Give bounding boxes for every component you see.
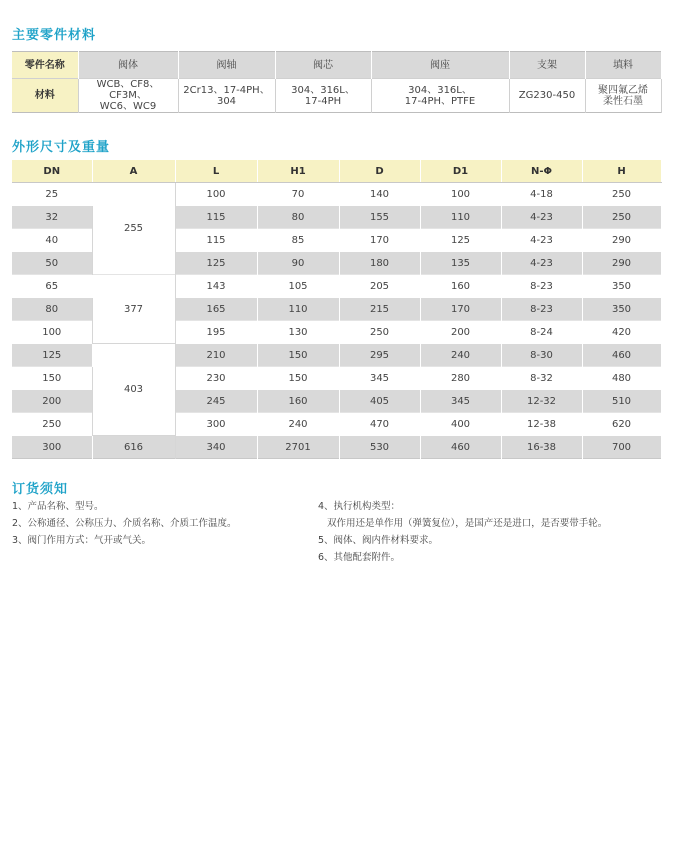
dimension-cell: 12-32 xyxy=(501,390,582,413)
ordering-notes-right xyxy=(318,498,607,566)
ordering-title: 订货须知 xyxy=(12,482,69,497)
dimension-cell: 250 xyxy=(582,206,661,229)
materials-header: 阀芯 xyxy=(275,52,371,79)
ordering-item: 1、产品名称、型号。 xyxy=(12,501,104,512)
dimension-cell: 210 xyxy=(175,344,257,367)
dimension-cell: 4-18 xyxy=(501,183,582,206)
dimensions-header: A xyxy=(92,160,175,183)
dimension-cell: 300 xyxy=(12,436,92,459)
dimension-cell: 2701 xyxy=(257,436,339,459)
dimension-cell: 4-23 xyxy=(501,229,582,252)
dimension-cell: 250 xyxy=(582,183,661,206)
dimension-cell: 160 xyxy=(257,390,339,413)
dimension-cell: 155 xyxy=(339,206,420,229)
dimension-cell: 620 xyxy=(582,413,661,436)
dimension-cell: 105 xyxy=(257,275,339,298)
dimension-cell: 345 xyxy=(339,367,420,390)
dimension-cell: 150 xyxy=(12,367,92,390)
materials-header: 阀座 xyxy=(371,52,509,79)
dimension-cell: 200 xyxy=(420,321,501,344)
ordering-item: 双作用还是单作用（弹簧复位），是国产还是进口，是否要带手轮。 xyxy=(318,518,608,529)
materials-table xyxy=(12,51,662,113)
dimension-cell: 470 xyxy=(339,413,420,436)
dimension-cell: 125 xyxy=(420,229,501,252)
dimension-cell: 150 xyxy=(257,367,339,390)
dimension-cell: 90 xyxy=(257,252,339,275)
dimension-cell: 295 xyxy=(339,344,420,367)
dimension-cell: 250 xyxy=(339,321,420,344)
dimension-a-cell: 616 xyxy=(92,436,175,459)
dimension-cell: 8-32 xyxy=(501,367,582,390)
dimension-a-cell: 403 xyxy=(92,344,175,436)
ordering-item: 4、执行机构类型： xyxy=(318,501,401,512)
dimensions-table xyxy=(12,159,662,459)
dimension-cell: 8-30 xyxy=(501,344,582,367)
ordering-item: 6、其他配套附件。 xyxy=(318,552,401,563)
dimension-cell: 8-23 xyxy=(501,275,582,298)
dimension-cell: 4-23 xyxy=(501,252,582,275)
dimension-cell: 340 xyxy=(175,436,257,459)
materials-header-part: 零件名称 xyxy=(12,52,78,79)
dimension-cell: 100 xyxy=(175,183,257,206)
dimension-cell: 180 xyxy=(339,252,420,275)
dimension-cell: 100 xyxy=(420,183,501,206)
dimensions-header: DN xyxy=(12,160,92,183)
dimension-cell: 245 xyxy=(175,390,257,413)
dimensions-header: N-Φ xyxy=(501,160,582,183)
dimension-cell: 8-24 xyxy=(501,321,582,344)
dimension-cell: 50 xyxy=(12,252,92,275)
dimension-cell: 115 xyxy=(175,229,257,252)
dimension-cell: 240 xyxy=(257,413,339,436)
dimension-cell: 80 xyxy=(12,298,92,321)
dimension-cell: 510 xyxy=(582,390,661,413)
dimension-cell: 405 xyxy=(339,390,420,413)
ordering-item: 5、阀体、阀内件材料要求。 xyxy=(318,535,439,546)
dimension-cell: 290 xyxy=(582,252,661,275)
materials-cell: 304、316L、 17-4PH xyxy=(275,79,371,113)
dimension-cell: 40 xyxy=(12,229,92,252)
table-row xyxy=(12,275,661,298)
materials-title: 主要零件材料 xyxy=(12,28,97,43)
dimension-cell: 350 xyxy=(582,298,661,321)
dimension-cell: 460 xyxy=(582,344,661,367)
materials-cell: 聚四氟乙烯 柔性石墨 xyxy=(585,79,661,113)
dimension-cell: 150 xyxy=(257,344,339,367)
dimension-cell: 130 xyxy=(257,321,339,344)
materials-header: 支架 xyxy=(509,52,585,79)
materials-header: 填料 xyxy=(585,52,661,79)
dimension-cell: 350 xyxy=(582,275,661,298)
dimension-cell: 200 xyxy=(12,390,92,413)
dimension-cell: 125 xyxy=(175,252,257,275)
dimension-cell: 4-23 xyxy=(501,206,582,229)
dimension-cell: 230 xyxy=(175,367,257,390)
dimensions-header: D xyxy=(339,160,420,183)
ordering-notes-left xyxy=(12,498,237,549)
materials-row-label: 材料 xyxy=(12,79,78,113)
dimension-cell: 170 xyxy=(420,298,501,321)
dimension-cell: 195 xyxy=(175,321,257,344)
dimension-cell: 25 xyxy=(12,183,92,206)
dimension-cell: 205 xyxy=(339,275,420,298)
materials-header: 阀轴 xyxy=(178,52,275,79)
dimension-cell: 300 xyxy=(175,413,257,436)
dimension-cell: 135 xyxy=(420,252,501,275)
ordering-item: 3、阀门作用方式：气开或气关。 xyxy=(12,535,152,546)
dimension-cell: 480 xyxy=(582,367,661,390)
ordering-item: 2、公称通径、公称压力、介质名称、介质工作温度。 xyxy=(12,518,237,529)
dimension-cell: 32 xyxy=(12,206,92,229)
dimension-cell: 85 xyxy=(257,229,339,252)
dimension-cell: 12-38 xyxy=(501,413,582,436)
dimension-cell: 110 xyxy=(420,206,501,229)
dimension-cell: 700 xyxy=(582,436,661,459)
dimension-cell: 280 xyxy=(420,367,501,390)
dimension-cell: 165 xyxy=(175,298,257,321)
dimension-cell: 160 xyxy=(420,275,501,298)
dimension-cell: 80 xyxy=(257,206,339,229)
dimension-cell: 170 xyxy=(339,229,420,252)
dimension-cell: 143 xyxy=(175,275,257,298)
materials-cell: 2Cr13、17-4PH、 304 xyxy=(178,79,275,113)
dimension-cell: 250 xyxy=(12,413,92,436)
dimensions-header: D1 xyxy=(420,160,501,183)
materials-cell: 304、316L、 17-4PH、PTFE xyxy=(371,79,509,113)
dimension-cell: 290 xyxy=(582,229,661,252)
dimension-cell: 100 xyxy=(12,321,92,344)
materials-cell: ZG230-450 xyxy=(509,79,585,113)
dimension-cell: 115 xyxy=(175,206,257,229)
dimension-cell: 70 xyxy=(257,183,339,206)
dimension-cell: 110 xyxy=(257,298,339,321)
table-row xyxy=(12,344,661,367)
table-row xyxy=(12,436,661,459)
dimension-a-cell: 255 xyxy=(92,183,175,275)
dimension-cell: 345 xyxy=(420,390,501,413)
dimension-cell: 125 xyxy=(12,344,92,367)
dimensions-header: L xyxy=(175,160,257,183)
table-row xyxy=(12,183,661,206)
dimension-cell: 530 xyxy=(339,436,420,459)
dimension-cell: 8-23 xyxy=(501,298,582,321)
dimension-cell: 65 xyxy=(12,275,92,298)
dimension-cell: 460 xyxy=(420,436,501,459)
dimension-cell: 140 xyxy=(339,183,420,206)
materials-header: 阀体 xyxy=(78,52,178,79)
dimension-cell: 400 xyxy=(420,413,501,436)
dimensions-header: H xyxy=(582,160,661,183)
dimension-a-cell: 377 xyxy=(92,275,175,344)
dimensions-header: H1 xyxy=(257,160,339,183)
dimension-cell: 16-38 xyxy=(501,436,582,459)
dimension-cell: 215 xyxy=(339,298,420,321)
dimension-cell: 240 xyxy=(420,344,501,367)
dimension-cell: 420 xyxy=(582,321,661,344)
materials-cell: WCB、CF8、CF3M、 WC6、WC9 xyxy=(78,79,178,113)
dimensions-title: 外形尺寸及重量 xyxy=(12,140,111,155)
